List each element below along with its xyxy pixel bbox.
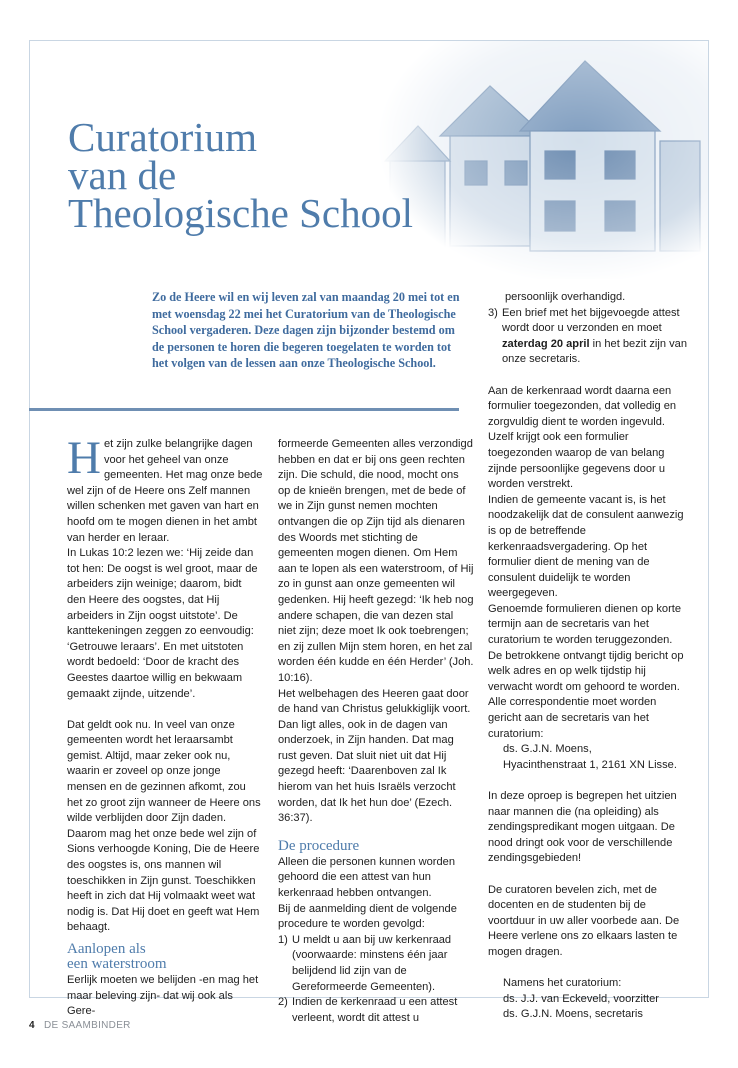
- col1-p4: Eerlijk moeten we belijden -en mag het maar beleving zijn- dat wij ook als Gere-: [67, 974, 259, 1018]
- list-text: in het bezit zijn van onze secretaris.: [502, 337, 687, 366]
- col1-p3: Dat geldt ook nu. In veel van onze gemeenten wordt het leraarsambt gemist. Altijd, maar zeker ook nu, waarin er zoveel op onze jonge mensen en de gezinnen afkomt, zou het zo groot zijn wanneer de Heere ons wilde verblijden door Zijn daden. Daarom mag het onze bede wel zijn of Sions verhoogde Koning, Die de Heere des oogstes is, ons mannen wil toeschikken in Zijn gunst. Toeschikken heeft in zich dat Hij volmaakt weet wat nodig is. Dat Hij doet en geeft wat Hem behaagt.: [67, 718, 261, 934]
- col3-p1: Aan de kerkenraad wordt daarna een formulier toegezonden, dat volledig en zorgvuldig dient te worden ingevuld. Uzelf krijgt ook een formulier toegezonden waarop de van belang zijnde persoonlijke gegevens door u worden verstrekt.: [488, 384, 677, 491]
- signature-line-1: Namens het curatorium:: [503, 977, 622, 990]
- intro-paragraph: [67, 432, 263, 546]
- address-line-2: Hyacinthenstraat 1, 2161 XN Lisse.: [503, 758, 677, 771]
- subheading-procedure: De procedure: [278, 837, 360, 854]
- list-text: Een brief met het bijgevoegde attest wordt door u verzonden en moet: [502, 306, 680, 335]
- list-item: [278, 995, 474, 1026]
- list-number: 2): [278, 996, 288, 1009]
- lead-paragraph: Zo de Heere wil en wij leven zal van maandag 20 mei tot en met woensdag 22 mei het Curatorium van de Theologische School vergaderen. Deze dagen zijn bijzonder bestemd om de personen te horen die begeren toegelaten te worden tot het volgen van de lessen aan onze Theologische School.: [152, 290, 460, 371]
- subheading-line-2: een waterstroom: [67, 956, 167, 972]
- col3-p3: Genoemde formulieren dienen op korte termijn aan de secretaris van het curatorium te worden teruggezonden. De betrokkene ontvangt tijdig bericht op welk adres en op welk tijdstip hij verwacht wordt om gehoord te worden.: [488, 602, 684, 693]
- deadline-date: zaterdag 20 april: [502, 337, 590, 350]
- list-number: 3): [488, 306, 498, 319]
- magazine-name: DE SAAMBINDER: [44, 1020, 131, 1031]
- address-line-1: ds. G.J.N. Moens,: [503, 743, 592, 756]
- list-item: [488, 306, 688, 368]
- signature-line-3: ds. G.J.N. Moens, secretaris: [503, 1008, 643, 1021]
- col1-p2: In Lukas 10:2 lezen we: ‘Hij zeide dan tot hen: De oogst is wel groot, maar de arbeiders zijn weinige; daarom, bidt den Heere des oogstes, dat Hij arbeiders in Zijn oogst uitstote’. De kanttekeningen zeggen zo eenvoudig: ‘Getrouwe leraars’. En met uitstoten wordt bedoeld: ‘Door de kracht des Geestes daartoe willig en bekwaam gemaakt zijnde, uitzende’.: [67, 547, 258, 700]
- list-number: 1): [278, 933, 288, 946]
- col2-p2: Het welbehagen des Heeren gaat door de hand van Christus gelukkiglijk voort. Dan ligt alles, ook in de dagen van onderzoek, in Zijn handen. Dat mag rust geven. Dat sluit niet uit dat Hij gezegd heeft: ‘Daarenboven zal Ik hierom van het huis Israëls verzocht worden, dat Ik het hun doe’ (Ezech. 36:37).: [278, 687, 471, 825]
- col2-p1: formeerde Gemeenten alles verzondigd hebben en dat er bij ons geen rechten zijn. Die schuld, die nood, mocht ons op de knieën brengen, met de bede of we in Zijn gunst nemen mochten ontvangen die op Zijn tijd als dienaren des Woords met stichting de gemeenten mogen dienen. Om Hem aan te lopen als een waterstroom, of Hij zo in gunst aan onze gemeenten wil gedenken. Hij heeft gezegd: ‘Ik heb nog andere schapen, die van dezen stal niet zijn; deze moet Ik ook toebrengen; en zij zullen Mijn stem horen, en het zal worden één kudde en één Herder’ (Joh. 10:16).: [278, 438, 474, 684]
- drop-cap: H: [67, 432, 101, 484]
- signature-line-2: ds. J.J. van Eckeveld, voorzitter: [503, 992, 659, 1005]
- column-1: [67, 432, 263, 1020]
- col3-p4: Alle correspondentie moet worden gericht aan de secretaris van het curatorium:: [488, 696, 657, 740]
- divider-rule: [29, 408, 459, 411]
- col2-p4: Bij de aanmelding dient de volgende procedure te worden gevolgd:: [278, 902, 457, 931]
- list-text: U meldt u aan bij uw kerkenraad (voorwaarde: minstens één jaar belijdend lid zijn van de Gereformeerde Gemeenten).: [292, 933, 452, 993]
- house-photo: [370, 41, 708, 279]
- column-3: [488, 290, 688, 1023]
- subheading-line-1: Aanlopen als: [67, 941, 146, 957]
- column-2: [278, 437, 474, 1026]
- title-line-1: Curatorium: [68, 114, 258, 160]
- col3-p2: Indien de gemeente vacant is, is het noodzakelijk dat de consulent aanwezig is op de betreffende kerkenraadsvergadering. Op het formulier dient de mening van de consulent duidelijk te worden weergegeven.: [488, 493, 684, 600]
- col3-p6: De curatoren bevelen zich, met de docenten en de studenten bij de voortduur in uw aller voorbede aan. De Heere verlene ons zo elkaars lasten te mogen dragen.: [488, 883, 680, 958]
- col3-p5: In deze oproep is begrepen het uitzien naar mannen die (na opleiding) als zendingspredikant mogen uitgaan. De nood dringt ook voor de verschillende zendingsgebieden!: [488, 790, 677, 865]
- col1-p1: et zijn zulke belangrijke dagen voor het geheel van onze gemeenten. Het mag onze bede wel zijn of de Heere ons Zelf mannen willen schenken met gaven van hart en hoofd om te mogen dienen in het ambt van herder en leraar.: [67, 438, 263, 544]
- title-line-3: Theologische School: [68, 190, 414, 236]
- list-text: Indien de kerkenraad u een attest verleent, wordt dit attest u: [292, 996, 458, 1024]
- col2-p3: Alleen die personen kunnen worden gehoord die een attest van hun kerkenraad hebben ontvangen.: [278, 855, 456, 900]
- title-line-2: van de: [68, 152, 177, 198]
- page-number: 4: [29, 1020, 35, 1031]
- list-continuation: persoonlijk overhandigd.: [505, 291, 626, 303]
- list-item: [278, 933, 474, 995]
- page-title: [68, 114, 414, 236]
- subheading-aanlopen: [67, 942, 263, 972]
